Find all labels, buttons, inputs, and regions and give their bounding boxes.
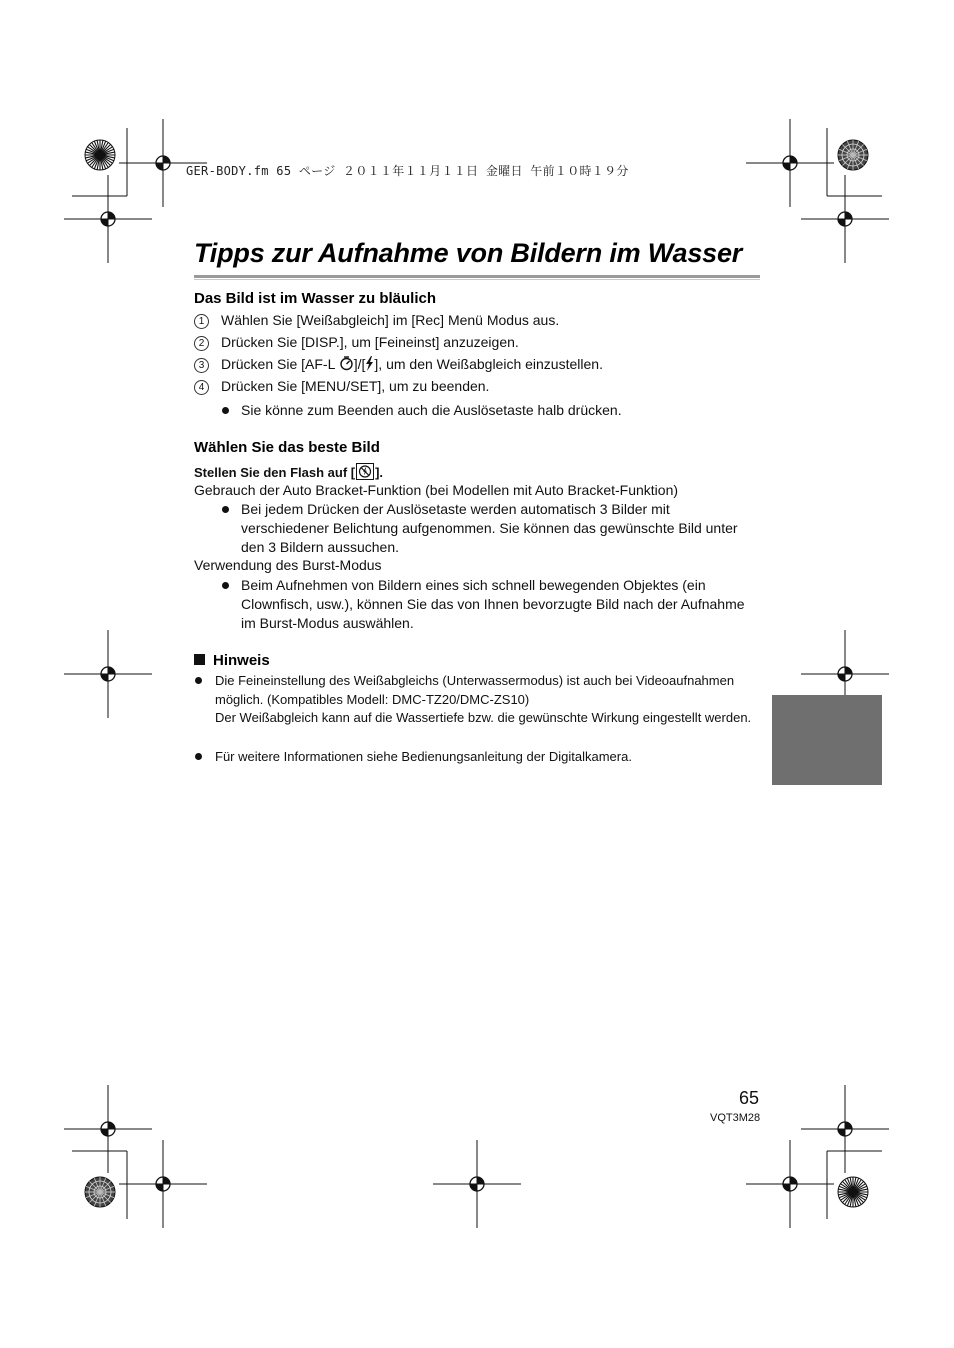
note-item: Die Feineinstellung des Weißabgleichs (Unterwassermodus) ist auch bei Videoaufnahmen möglich. (Kompatibles Modell: DMC-TZ20/DMC-ZS10) Der Weißabgleich kann auf die Wassertiefe bzw. die gewünschte Wirkung eingestellt werden. [215, 672, 755, 728]
list-item: Beim Aufnehmen von Bildern eines sich schnell bewegenden Objektes (ein Clownfisch, usw.), können Sie das von Ihnen bevorzugte Bild nach der Aufnahme im Burst-Modus auswählen. [241, 576, 751, 633]
bracket-intro: Gebrauch der Auto Bracket-Funktion (bei Modellen mit Auto Bracket-Funktion) [194, 482, 679, 498]
self-timer-icon [339, 356, 354, 371]
title-rule-shadow [194, 279, 760, 280]
step-4 [194, 378, 489, 395]
file-header: GER-BODY.fm 65 ページ ２０１１年１１月１１日 金曜日 午前１０時１９分 [186, 164, 629, 178]
title-rule [194, 275, 760, 278]
bullet-dot [195, 677, 202, 684]
page-title: Tipps zur Aufnahme von Bildern im Wasser [194, 238, 743, 268]
step-3 [194, 356, 603, 373]
step-number: 4 [194, 380, 209, 395]
step-1 [194, 312, 559, 329]
list-item: Sie könne zum Beenden auch die Auslösetaste halb drücken. [241, 401, 751, 420]
square-bullet-icon [194, 654, 205, 665]
step-text: Drücken Sie [DISP.], um [Feineinst] anzuzeigen. [221, 334, 519, 350]
step-text: ]/[ [353, 356, 366, 372]
bullet-dot [195, 753, 202, 760]
flash-setting-label: Stellen Sie den Flash auf [ ]. [194, 465, 384, 480]
step-2 [194, 334, 519, 351]
chapter-tab [772, 695, 882, 785]
list-item: Bei jedem Drücken der Auslösetaste werden automatisch 3 Bilder mit verschiedener Belichtung aufgenommen. Sie können das gewünschte Bild unter den 3 Bildern aussuchen. [241, 500, 751, 557]
section-heading-blue: Das Bild ist im Wasser zu bläulich [194, 290, 437, 307]
step-number: 3 [194, 358, 209, 373]
bullet-dot [222, 582, 229, 589]
step-text: ], um den Weißabgleich einzustellen. [374, 356, 603, 372]
document-code: VQT3M28 [710, 1112, 761, 1124]
step-text: Drücken Sie [MENU/SET], um zu beenden. [221, 378, 490, 394]
step-text: Drücken Sie [AF-L [221, 356, 339, 372]
section-heading-best: Wählen Sie das beste Bild [194, 439, 380, 456]
bullet-dot [222, 407, 229, 414]
step-number: 2 [194, 336, 209, 351]
note-item: Für weitere Informationen siehe Bedienungsanleitung der Digitalkamera. [215, 748, 755, 767]
bullet-dot [222, 506, 229, 513]
step-text: Wählen Sie [Weißabgleich] im [Rec] Menü Modus aus. [221, 312, 560, 328]
burst-intro: Verwendung des Burst-Modus [194, 557, 382, 573]
flash-off-icon [356, 463, 374, 480]
step-number: 1 [194, 314, 209, 329]
page-number: 65 [739, 1088, 760, 1108]
note-heading: Hinweis [194, 652, 270, 669]
